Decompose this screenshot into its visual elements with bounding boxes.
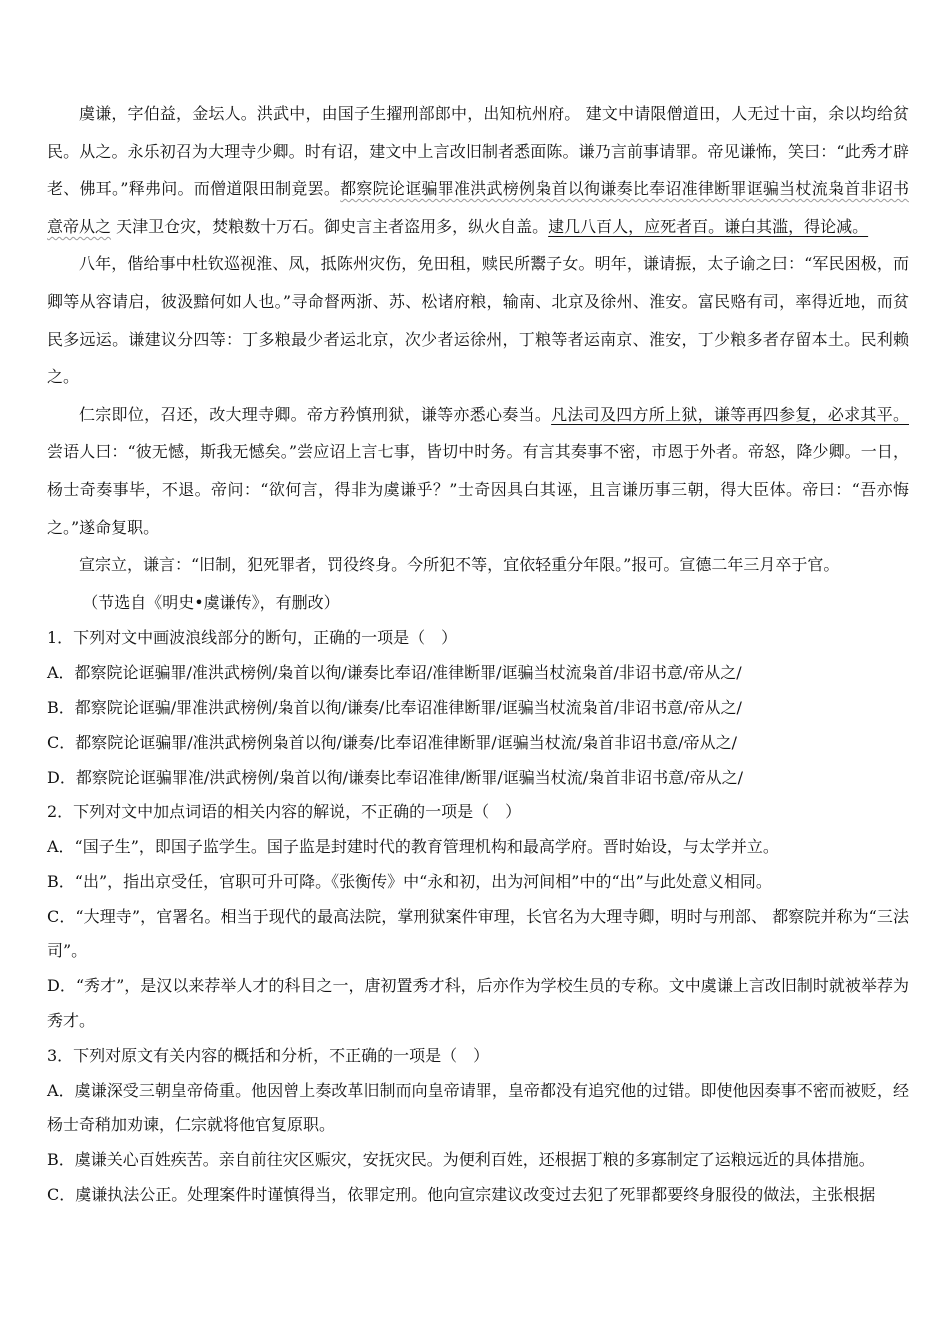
option-b: B．都察院论诓骗/罪准洪武榜例/枭首以徇/谦奏/比奉诏准律断罪/诓骗当杖流枭首/非诏书意/帝从之/ bbox=[47, 697, 742, 717]
option-b: B．“出”，指出京受任，官职可升可降。《张衡传》中“永和初，出为河间相”中的“出”与此处意义相同。 bbox=[47, 871, 772, 891]
question-2 bbox=[47, 795, 909, 1039]
option-c: C．虞谦执法公正。处理案件时谨慎得当，依罪定刑。他向宣宗建议改变过去犯了死罪都要终身服役的做法，主张根据 bbox=[47, 1185, 876, 1205]
option-c: C．“大理寺”，官署名。相当于现代的最高法院，掌刑狱案件审理，长官名为大理寺卿，明时与刑部、 都察院并称为“三法司”。 bbox=[47, 906, 909, 961]
source-note: （节选自《明史•虞谦传》，有删改） bbox=[82, 592, 340, 612]
passage-paragraph-2: 八年，偕给事中杜钦巡视淮、凤，抵陈州灾伤，免田租，赎民所鬻子女。明年，谦请振，太子谕之曰：“军民困极，而卿等从容请启，彼汲黯何如人也。”寻命督两浙、苏、松诸府粮，输南、北京及徐州、淮安。富民赂有司，率得近地，而贫民多远运。谦建议分四等：丁多粮最少者运北京，次少者运徐州，丁粮等者运南京、淮安，丁少粮多者存留本土。民利赖之。 bbox=[47, 254, 909, 387]
wavy-underlined-text: 都察院论诓骗罪准洪武榜例枭首以徇谦奏比奉诏准律断罪诓骗当杖流枭首非诏书意帝从之 bbox=[47, 179, 909, 236]
passage-text: 尝语人曰：“彼无憾，斯我无憾矣。”尝应诏上言七事，皆切中时务。有言其奏事不密，市恩于外者。帝怒，降少卿。一日，杨士奇奏事毕，不退。帝问：“欲何言，得非为虞谦乎？”士奇因具白其诬，且言谦历事三朝，得大臣体。帝曰：“吾亦悔之。”遂命复职。 bbox=[47, 442, 909, 537]
question-1 bbox=[47, 621, 909, 795]
passage-text: 天津卫仓灾，焚粮数十万石。御史言主者盗用多，纵火自盖。 bbox=[111, 216, 549, 236]
option-b: B．虞谦关心百姓疾苦。亲自前往灾区赈灾，安抚灾民。为便利百姓，还根据丁粮的多寡制定了运粮远近的具体措施。 bbox=[47, 1150, 875, 1170]
option-a: A．都察院论诓骗罪/准洪武榜例/枭首以徇/谦奏比奉诏/准律断罪/诓骗当杖流枭首/非诏书意/帝从之/ bbox=[47, 663, 742, 683]
option-d: D．都察院论诓骗罪准/洪武榜例/枭首以徇/谦奏比奉诏准律/断罪/诓骗当杖流/枭首非诏书意/帝从之/ bbox=[47, 767, 743, 787]
passage-paragraph-4: 宣宗立，谦言：“旧制，犯死罪者，罚役终身。今所犯不等，宜依轻重分年限。”报可。宣德二年三月卒于官。 bbox=[79, 555, 840, 575]
underlined-sentence: 凡法司及四方所上狱，谦等再四参复，必求其平。 bbox=[551, 404, 909, 424]
option-d: D．“秀才”，是汉以来荐举人才的科目之一，唐初置秀才科，后亦作为学校生员的专称。文中虞谦上言改旧制时就被举荐为秀才。 bbox=[47, 976, 909, 1031]
passage-paragraph-1 bbox=[47, 95, 909, 245]
question-stem: 1．下列对文中画波浪线部分的断句，正确的一项是（ ） bbox=[47, 628, 458, 648]
document-page bbox=[47, 95, 909, 1213]
option-a: A．“国子生”，即国子监学生。国子监是封建时代的教育管理机构和最高学府。晋时始设，与太学并立。 bbox=[47, 837, 779, 857]
option-c: C．都察院论诓骗罪/准洪武榜例枭首以徇/谦奏/比奉诏准律断罪/诓骗当杖流/枭首非诏书意/帝从之/ bbox=[47, 732, 737, 752]
option-a: A．虞谦深受三朝皇帝倚重。他因曾上奏改革旧制而向皇帝请罪，皇帝都没有追究他的过错。即使他因奏事不密而被贬，经杨士奇稍加劝谏，仁宗就将他官复原职。 bbox=[47, 1080, 909, 1135]
passage-text: 虞谦，字伯益，金坛人。洪武中，由国子生擢刑部郎中，出知杭州府。 建文中请限僧道田，人无过十亩，余以均给贫民。从之。永乐初召为大理寺少卿。时有诏，建文中上言改旧制者悉面陈。谦乃言前事请罪。帝见谦怖，笑曰：“此秀才辟老、佛耳。”释弗问。而僧道限田制竟罢。 bbox=[47, 104, 909, 199]
question-stem: 3．下列对原文有关内容的概括和分析，不正确的一项是（ ） bbox=[47, 1045, 490, 1065]
question-stem: 2．下列对文中加点词语的相关内容的解说，不正确的一项是（ ） bbox=[47, 802, 522, 822]
passage-paragraph-3 bbox=[47, 396, 909, 546]
underlined-sentence: 逮几八百人，应死者百。谦白其滥，得论减。 bbox=[548, 216, 869, 236]
question-3 bbox=[47, 1039, 909, 1213]
passage-text: 仁宗即位，召还，改大理寺卿。帝方矜慎刑狱，谦等亦悉心奏当。 bbox=[79, 404, 552, 424]
